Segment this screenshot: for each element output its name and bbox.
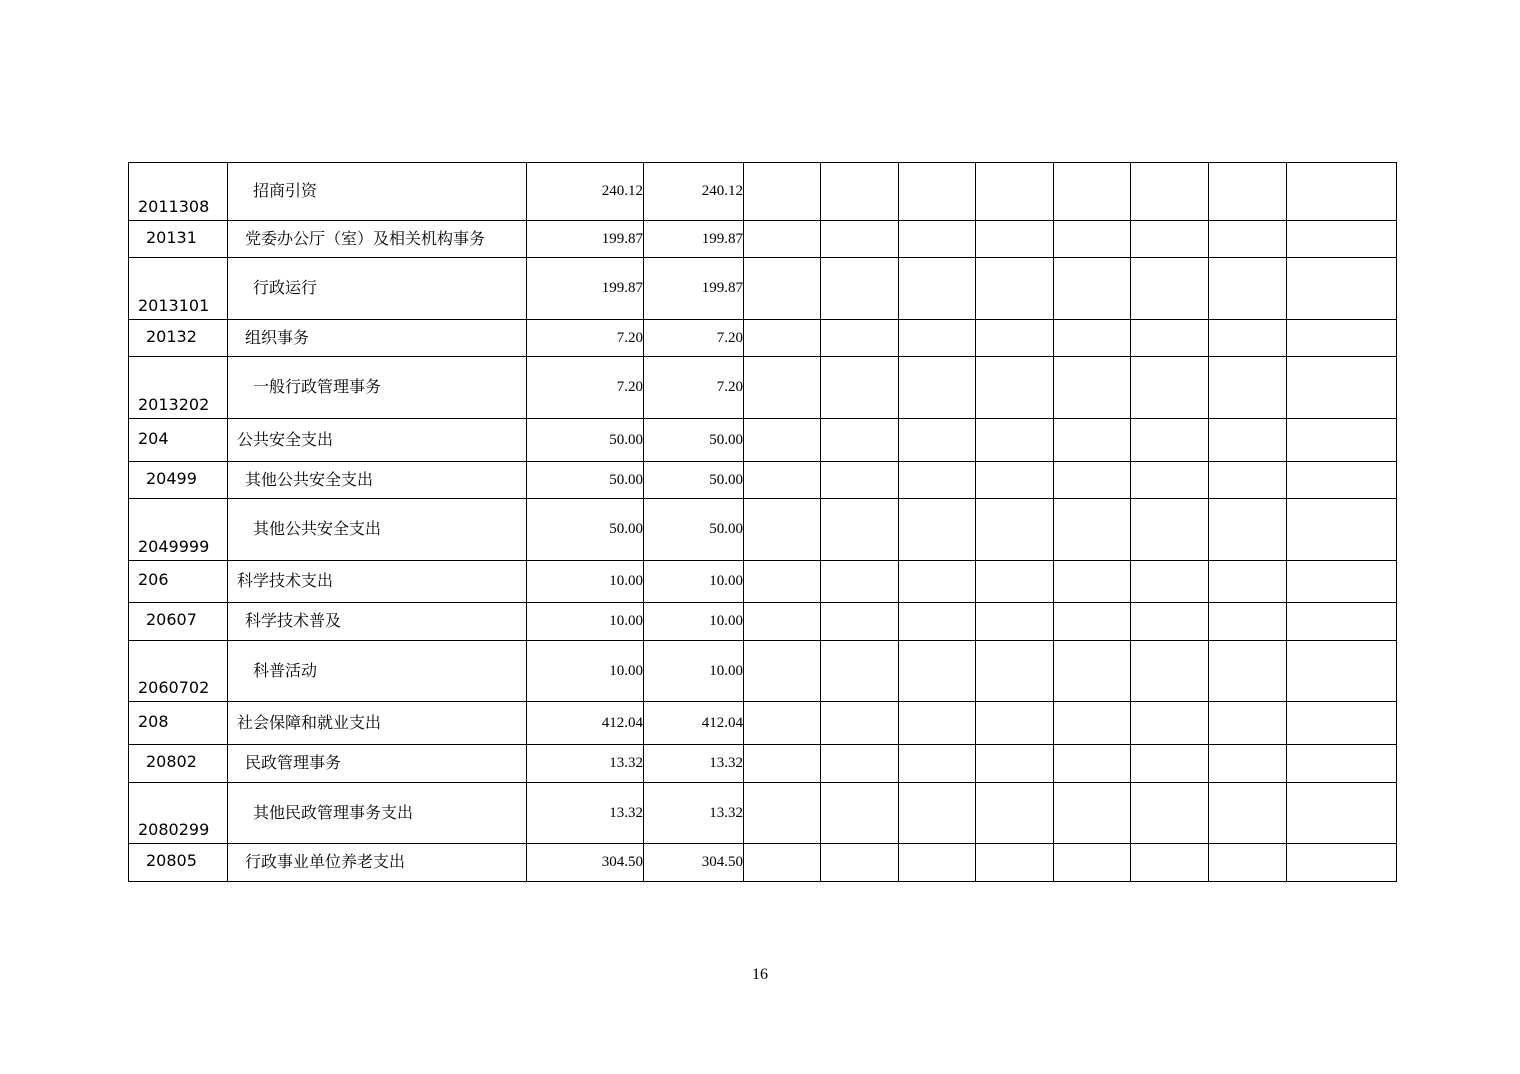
empty-cell <box>1131 641 1209 702</box>
subject-code-cell: 20607 <box>129 603 228 641</box>
amount-cell: 240.12 <box>644 163 744 221</box>
empty-cell <box>899 499 976 561</box>
empty-cell <box>1131 221 1209 258</box>
subject-name-cell: 民政管理事务 <box>228 745 527 783</box>
empty-cell <box>1287 561 1397 603</box>
empty-cell <box>744 357 821 419</box>
empty-cell <box>744 499 821 561</box>
table-row <box>129 258 1397 320</box>
empty-cell <box>899 163 976 221</box>
empty-cell <box>821 603 899 641</box>
empty-cell <box>744 702 821 745</box>
amount-cell: 50.00 <box>644 419 744 462</box>
empty-cell <box>1287 603 1397 641</box>
empty-cell <box>1209 561 1287 603</box>
empty-cell <box>1287 163 1397 221</box>
total-amount-cell: 10.00 <box>527 641 644 702</box>
empty-cell <box>899 561 976 603</box>
table-row <box>129 745 1397 783</box>
empty-cell <box>744 783 821 844</box>
empty-cell <box>899 702 976 745</box>
table-row <box>129 357 1397 419</box>
subject-name-cell: 科普活动 <box>228 641 527 702</box>
empty-cell <box>1209 603 1287 641</box>
empty-cell <box>744 163 821 221</box>
empty-cell <box>1054 462 1131 499</box>
empty-cell <box>1054 702 1131 745</box>
subject-name-cell: 行政事业单位养老支出 <box>228 844 527 882</box>
empty-cell <box>976 603 1054 641</box>
empty-cell <box>1287 320 1397 357</box>
empty-cell <box>821 561 899 603</box>
table-row <box>129 419 1397 462</box>
empty-cell <box>1131 320 1209 357</box>
empty-cell <box>1131 462 1209 499</box>
empty-cell <box>821 499 899 561</box>
empty-cell <box>1209 844 1287 882</box>
table-row <box>129 641 1397 702</box>
empty-cell <box>899 641 976 702</box>
total-amount-cell: 7.20 <box>527 320 644 357</box>
empty-cell <box>821 745 899 783</box>
empty-cell <box>1054 163 1131 221</box>
empty-cell <box>1131 844 1209 882</box>
total-amount-cell: 7.20 <box>527 357 644 419</box>
empty-cell <box>1131 499 1209 561</box>
amount-cell: 13.32 <box>644 783 744 844</box>
table-body <box>129 163 1397 882</box>
amount-cell: 50.00 <box>644 462 744 499</box>
empty-cell <box>821 783 899 844</box>
empty-cell <box>1287 462 1397 499</box>
amount-cell: 10.00 <box>644 641 744 702</box>
empty-cell <box>821 163 899 221</box>
amount-cell: 199.87 <box>644 258 744 320</box>
empty-cell <box>1131 783 1209 844</box>
subject-name-cell: 其他民政管理事务支出 <box>228 783 527 844</box>
empty-cell <box>1131 419 1209 462</box>
empty-cell <box>1054 783 1131 844</box>
empty-cell <box>744 221 821 258</box>
empty-cell <box>899 603 976 641</box>
empty-cell <box>899 258 976 320</box>
empty-cell <box>1209 702 1287 745</box>
budget-expenditure-table <box>128 162 1397 882</box>
subject-name-cell: 其他公共安全支出 <box>228 462 527 499</box>
empty-cell <box>1287 221 1397 258</box>
empty-cell <box>821 357 899 419</box>
amount-cell: 412.04 <box>644 702 744 745</box>
empty-cell <box>1131 561 1209 603</box>
page-number: 16 <box>752 966 768 983</box>
subject-code-cell: 20805 <box>129 844 228 882</box>
empty-cell <box>899 745 976 783</box>
table-row <box>129 603 1397 641</box>
table-row <box>129 844 1397 882</box>
empty-cell <box>1131 702 1209 745</box>
table-row <box>129 221 1397 258</box>
subject-name-cell: 社会保障和就业支出 <box>228 702 527 745</box>
empty-cell <box>899 357 976 419</box>
empty-cell <box>976 561 1054 603</box>
empty-cell <box>976 641 1054 702</box>
table-row <box>129 499 1397 561</box>
empty-cell <box>1287 702 1397 745</box>
amount-cell: 7.20 <box>644 320 744 357</box>
empty-cell <box>744 561 821 603</box>
empty-cell <box>1209 357 1287 419</box>
subject-code-cell: 2011308 <box>129 163 228 221</box>
empty-cell <box>744 258 821 320</box>
total-amount-cell: 240.12 <box>527 163 644 221</box>
empty-cell <box>1054 499 1131 561</box>
empty-cell <box>1131 258 1209 320</box>
empty-cell <box>821 641 899 702</box>
amount-cell: 304.50 <box>644 844 744 882</box>
empty-cell <box>976 320 1054 357</box>
total-amount-cell: 50.00 <box>527 419 644 462</box>
empty-cell <box>976 357 1054 419</box>
table-row <box>129 702 1397 745</box>
total-amount-cell: 13.32 <box>527 745 644 783</box>
table-row <box>129 783 1397 844</box>
subject-code-cell: 20802 <box>129 745 228 783</box>
empty-cell <box>1054 844 1131 882</box>
empty-cell <box>1054 603 1131 641</box>
empty-cell <box>1054 357 1131 419</box>
empty-cell <box>1287 499 1397 561</box>
total-amount-cell: 412.04 <box>527 702 644 745</box>
subject-code-cell: 2060702 <box>129 641 228 702</box>
empty-cell <box>821 320 899 357</box>
empty-cell <box>1054 221 1131 258</box>
subject-name-cell: 行政运行 <box>228 258 527 320</box>
empty-cell <box>1209 783 1287 844</box>
empty-cell <box>1287 419 1397 462</box>
subject-name-cell: 组织事务 <box>228 320 527 357</box>
empty-cell <box>899 783 976 844</box>
empty-cell <box>1287 745 1397 783</box>
empty-cell <box>1209 320 1287 357</box>
empty-cell <box>1131 745 1209 783</box>
amount-cell: 10.00 <box>644 603 744 641</box>
empty-cell <box>744 745 821 783</box>
total-amount-cell: 10.00 <box>527 561 644 603</box>
empty-cell <box>899 419 976 462</box>
subject-code-cell: 2013101 <box>129 258 228 320</box>
table-row <box>129 320 1397 357</box>
total-amount-cell: 50.00 <box>527 462 644 499</box>
subject-name-cell: 其他公共安全支出 <box>228 499 527 561</box>
subject-name-cell: 科学技术普及 <box>228 603 527 641</box>
subject-name-cell: 公共安全支出 <box>228 419 527 462</box>
subject-code-cell: 20132 <box>129 320 228 357</box>
subject-code-cell: 206 <box>129 561 228 603</box>
amount-cell: 50.00 <box>644 499 744 561</box>
empty-cell <box>1054 419 1131 462</box>
empty-cell <box>1209 745 1287 783</box>
total-amount-cell: 10.00 <box>527 603 644 641</box>
empty-cell <box>1287 357 1397 419</box>
empty-cell <box>1287 844 1397 882</box>
empty-cell <box>1287 641 1397 702</box>
empty-cell <box>976 702 1054 745</box>
empty-cell <box>1209 499 1287 561</box>
empty-cell <box>744 641 821 702</box>
empty-cell <box>976 499 1054 561</box>
empty-cell <box>1054 745 1131 783</box>
empty-cell <box>744 462 821 499</box>
total-amount-cell: 304.50 <box>527 844 644 882</box>
total-amount-cell: 199.87 <box>527 258 644 320</box>
empty-cell <box>1209 641 1287 702</box>
amount-cell: 13.32 <box>644 745 744 783</box>
empty-cell <box>976 163 1054 221</box>
empty-cell <box>899 221 976 258</box>
subject-code-cell: 20131 <box>129 221 228 258</box>
empty-cell <box>976 419 1054 462</box>
empty-cell <box>1209 221 1287 258</box>
empty-cell <box>976 783 1054 844</box>
empty-cell <box>1131 357 1209 419</box>
subject-code-cell: 204 <box>129 419 228 462</box>
empty-cell <box>821 419 899 462</box>
table-row <box>129 163 1397 221</box>
empty-cell <box>1131 163 1209 221</box>
empty-cell <box>744 844 821 882</box>
empty-cell <box>1287 258 1397 320</box>
empty-cell <box>1131 603 1209 641</box>
empty-cell <box>1054 320 1131 357</box>
subject-name-cell: 一般行政管理事务 <box>228 357 527 419</box>
subject-code-cell: 2013202 <box>129 357 228 419</box>
empty-cell <box>976 221 1054 258</box>
empty-cell <box>744 419 821 462</box>
empty-cell <box>744 320 821 357</box>
table-row <box>129 462 1397 499</box>
empty-cell <box>1209 462 1287 499</box>
subject-name-cell: 科学技术支出 <box>228 561 527 603</box>
empty-cell <box>1209 419 1287 462</box>
empty-cell <box>899 462 976 499</box>
total-amount-cell: 199.87 <box>527 221 644 258</box>
amount-cell: 10.00 <box>644 561 744 603</box>
subject-code-cell: 20499 <box>129 462 228 499</box>
amount-cell: 7.20 <box>644 357 744 419</box>
empty-cell <box>821 462 899 499</box>
empty-cell <box>976 462 1054 499</box>
table-row <box>129 561 1397 603</box>
empty-cell <box>1209 163 1287 221</box>
empty-cell <box>1054 641 1131 702</box>
subject-code-cell: 2049999 <box>129 499 228 561</box>
empty-cell <box>899 844 976 882</box>
empty-cell <box>899 320 976 357</box>
empty-cell <box>744 603 821 641</box>
empty-cell <box>976 745 1054 783</box>
empty-cell <box>821 844 899 882</box>
empty-cell <box>976 258 1054 320</box>
subject-code-cell: 2080299 <box>129 783 228 844</box>
empty-cell <box>1054 258 1131 320</box>
empty-cell <box>1054 561 1131 603</box>
subject-name-cell: 党委办公厅（室）及相关机构事务 <box>228 221 527 258</box>
total-amount-cell: 50.00 <box>527 499 644 561</box>
total-amount-cell: 13.32 <box>527 783 644 844</box>
empty-cell <box>821 221 899 258</box>
subject-name-cell: 招商引资 <box>228 163 527 221</box>
empty-cell <box>976 844 1054 882</box>
empty-cell <box>1287 783 1397 844</box>
empty-cell <box>821 258 899 320</box>
subject-code-cell: 208 <box>129 702 228 745</box>
empty-cell <box>1209 258 1287 320</box>
empty-cell <box>821 702 899 745</box>
amount-cell: 199.87 <box>644 221 744 258</box>
